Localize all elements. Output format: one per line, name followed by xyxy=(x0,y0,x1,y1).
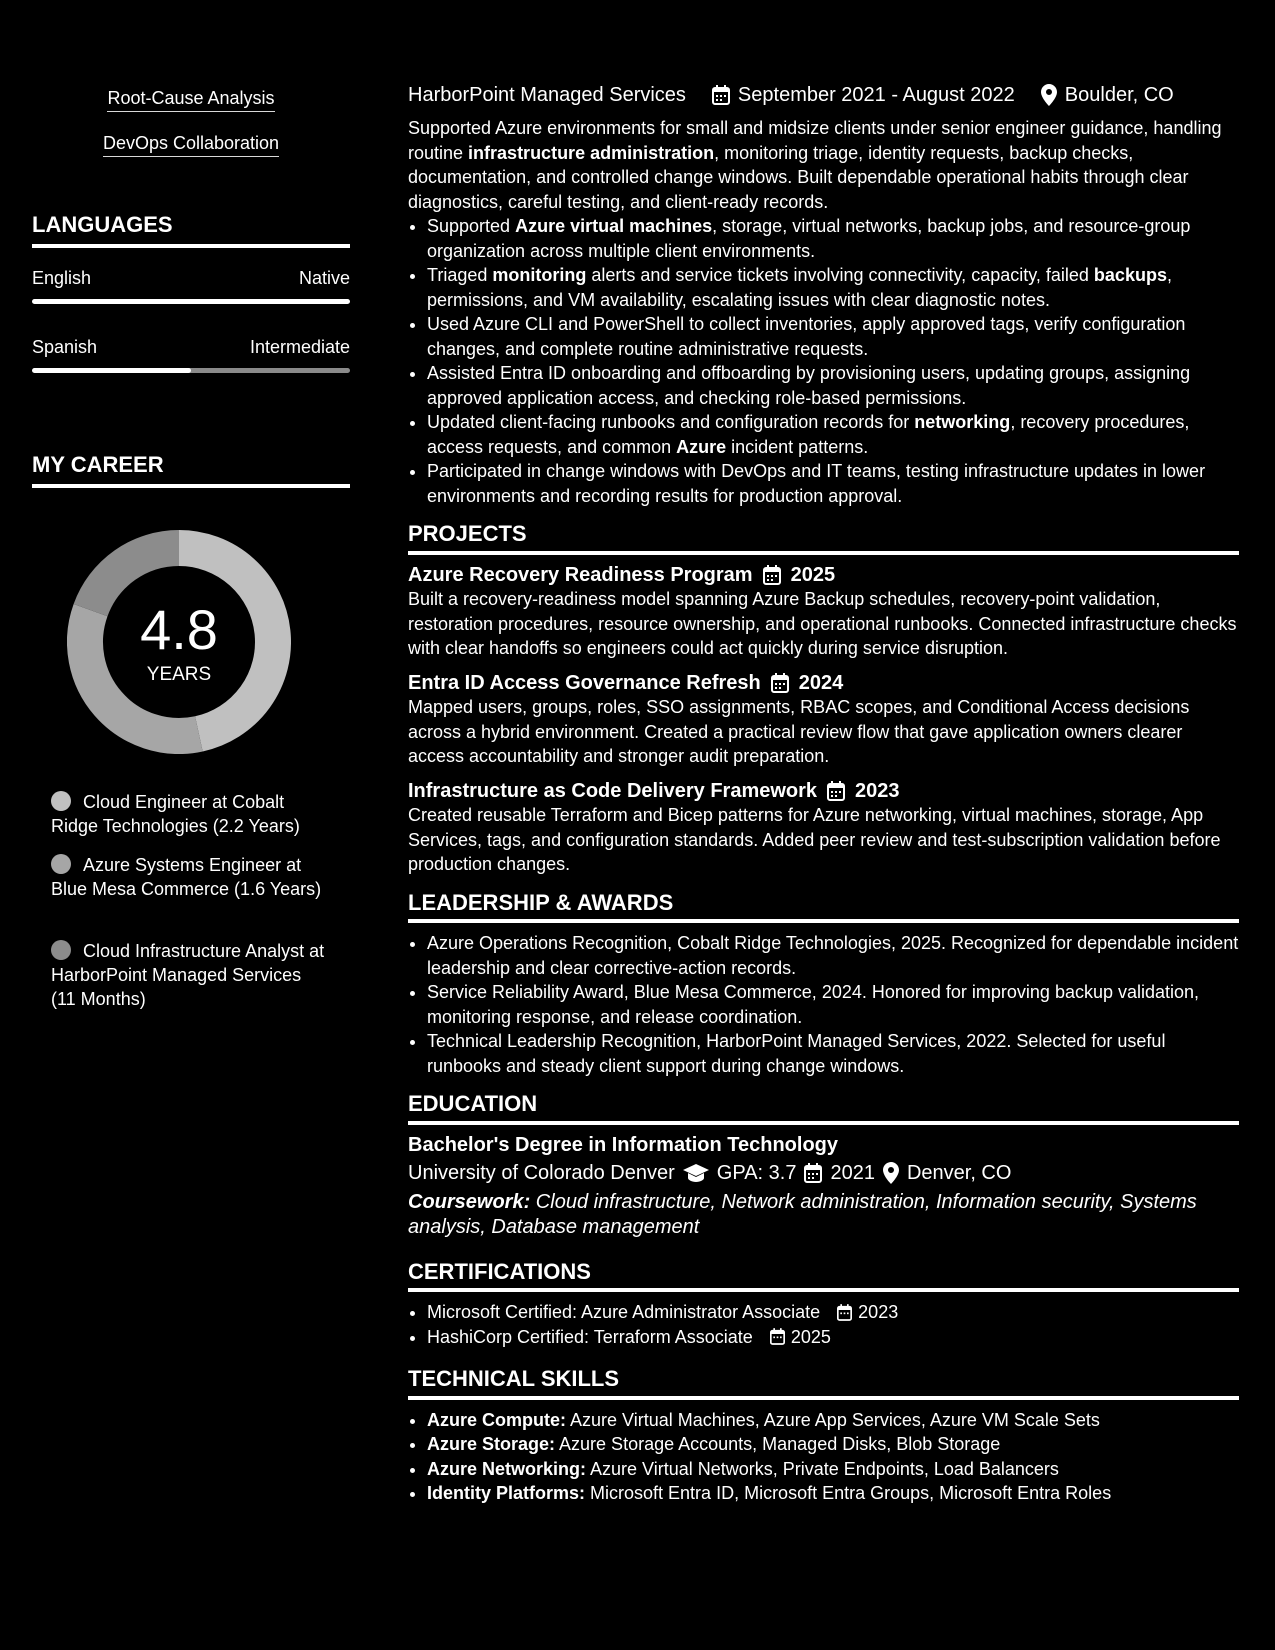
location-pin-icon xyxy=(883,1162,899,1184)
career-item xyxy=(51,790,326,838)
project-item xyxy=(408,779,1239,877)
language-name: English xyxy=(32,268,92,288)
certification-item: • Microsoft Certified: Azure Administrator Associate 2023 xyxy=(427,1300,1239,1325)
graduation-year: 2021 xyxy=(830,1162,875,1184)
skill-label: DevOps Collaboration xyxy=(103,133,279,157)
school-name: University of Colorado Denver xyxy=(408,1162,675,1184)
skill-item: • Azure Storage: Azure Storage Accounts, Managed Disks, Blob Storage xyxy=(427,1432,1239,1457)
skills-heading: TECHNICAL SKILLS xyxy=(408,1367,1239,1400)
skills-list xyxy=(427,1408,1239,1506)
education-details xyxy=(408,1161,1239,1186)
skill-root-cause xyxy=(32,88,350,109)
job-bullet: • Supported Azure virtual machines, storage, virtual networks, backup jobs, and resource-group organization across multiple client environments. xyxy=(427,214,1239,263)
career-item-text: Azure Systems Engineer at Blue Mesa Commerce (1.6 Years) xyxy=(51,855,322,899)
education-heading: EDUCATION xyxy=(408,1092,1239,1125)
location-pin-icon xyxy=(1041,84,1057,106)
degree-title: Bachelor's Degree in Information Technology xyxy=(408,1133,839,1156)
award-item: • Azure Operations Recognition, Cobalt Ridge Technologies, 2025. Recognized for dependable incident leadership and clear corrective-action records. xyxy=(427,931,1239,980)
calendar-icon xyxy=(771,673,789,693)
calendar-icon xyxy=(763,565,781,585)
education-location: Denver, CO xyxy=(906,1162,1012,1184)
award-item: • Service Reliability Award, Blue Mesa Commerce, 2024. Honored for improving backup validation, monitoring response, and release coordination. xyxy=(427,980,1239,1029)
job-bullets xyxy=(427,214,1239,508)
job-summary: Supported Azure environments for small and midsize clients under senior engineer guidance, handling routine infrastructure administration, monitoring triage, identity requests, backup checks, documentation, and controlled change windows. Built dependable operational habits through clear diagnostics, careful testing, and client-ready records. xyxy=(408,118,1222,212)
certifications-list xyxy=(427,1300,1239,1349)
job-company: HarborPoint Managed Services xyxy=(408,83,686,106)
calendar-icon xyxy=(804,1163,822,1183)
project-title: Entra ID Access Governance Refresh 2024 xyxy=(408,671,844,694)
skill-item: • Azure Compute: Azure Virtual Machines, Azure App Services, Azure VM Scale Sets xyxy=(427,1408,1239,1433)
job-bullet: • Assisted Entra ID onboarding and offboarding by provisioning users, updating groups, assigning approved application access, and checking role-based permissions. xyxy=(427,361,1239,410)
project-item xyxy=(408,563,1239,661)
job-bullet: • Updated client-facing runbooks and configuration records for networking, recovery procedures, access requests, and common Azure incident patterns. xyxy=(427,410,1239,459)
languages-heading: LANGUAGES xyxy=(32,212,350,248)
sidebar xyxy=(0,0,379,1650)
language-bar-fill xyxy=(32,299,350,304)
legend-dot xyxy=(51,940,71,960)
projects-heading: PROJECTS xyxy=(408,522,1239,555)
calendar-icon xyxy=(712,85,730,105)
job-header xyxy=(408,80,1239,110)
job-bullet: • Participated in change windows with DevOps and IT teams, testing infrastructure updates in lower environments and recording results for production approval. xyxy=(427,459,1239,508)
legend-dot xyxy=(51,854,71,874)
legend-dot xyxy=(51,791,71,811)
career-item-text: Cloud Infrastructure Analyst at HarborPoint Managed Services (11 Months) xyxy=(51,941,325,1009)
language-row-english xyxy=(32,268,350,289)
main-content xyxy=(408,80,1239,1506)
skill-devops xyxy=(32,133,350,154)
job-dates: September 2021 - August 2022 xyxy=(737,83,1015,106)
project-title: Azure Recovery Readiness Program 2025 xyxy=(408,563,836,586)
language-level: Native xyxy=(298,268,350,288)
calendar-icon xyxy=(827,781,845,801)
skill-label: Root-Cause Analysis xyxy=(107,88,274,112)
job-bullet: • Triaged monitoring alerts and service tickets involving connectivity, capacity, failed backups, permissions, and VM availability, escalating issues with clear diagnostic notes. xyxy=(427,263,1239,312)
career-item-text: Cloud Engineer at Cobalt Ridge Technologies (2.2 Years) xyxy=(51,792,300,836)
coursework: Coursework: Cloud infrastructure, Network administration, Information security, Systems analysis, Database management xyxy=(408,1190,1197,1238)
job-location: Boulder, CO xyxy=(1064,83,1174,106)
calendar-icon xyxy=(770,1328,785,1345)
language-bar-fill xyxy=(32,368,191,373)
career-unit: YEARS xyxy=(146,664,212,685)
career-item xyxy=(51,853,326,901)
project-item xyxy=(408,671,1239,769)
project-title: Infrastructure as Code Delivery Framework 2023 xyxy=(408,779,900,802)
certification-item: • HashiCorp Certified: Terraform Associate 2025 xyxy=(427,1325,1239,1350)
language-row-spanish xyxy=(32,337,350,358)
award-item: • Technical Leadership Recognition, HarborPoint Managed Services, 2022. Selected for useful runbooks and steady client support during change windows. xyxy=(427,1029,1239,1078)
calendar-icon xyxy=(837,1304,852,1321)
graduation-cap-icon xyxy=(683,1164,709,1182)
job-bullet: • Used Azure CLI and PowerShell to collect inventories, apply approved tags, verify configuration changes, and complete routine administrative requests. xyxy=(427,312,1239,361)
gpa: GPA: 3.7 xyxy=(716,1162,797,1184)
awards-list xyxy=(427,931,1239,1078)
language-level: Intermediate xyxy=(249,337,350,357)
language-bar-spanish xyxy=(32,368,350,373)
skill-item: • Azure Networking: Azure Virtual Networks, Private Endpoints, Load Balancers xyxy=(427,1457,1239,1482)
career-item xyxy=(51,939,326,1011)
language-bar-english xyxy=(32,299,350,304)
project-desc: Mapped users, groups, roles, SSO assignments, RBAC scopes, and Conditional Access decisions across a hybrid environment. Created a practical review flow that gave application owners clearer access accountability and stronger audit preparation. xyxy=(408,697,1190,766)
certifications-heading: CERTIFICATIONS xyxy=(408,1260,1239,1293)
language-name: Spanish xyxy=(32,337,98,357)
career-total: 4.8 xyxy=(140,598,218,661)
awards-heading: LEADERSHIP & AWARDS xyxy=(408,891,1239,924)
career-heading: MY CAREER xyxy=(32,452,350,488)
project-desc: Built a recovery-readiness model spanning Azure Backup schedules, recovery-point validation, restoration procedures, resource ownership, and operational runbooks. Connected infrastructure checks with clear handoffs so engineers could act quickly during service disruption. xyxy=(408,589,1237,658)
project-desc: Created reusable Terraform and Bicep patterns for Azure networking, virtual machines, storage, App Services, tags, and configuration standards. Added peer review and test-subscription validation before production changes. xyxy=(408,805,1221,874)
skill-item: • Identity Platforms: Microsoft Entra ID, Microsoft Entra Groups, Microsoft Entra Roles xyxy=(427,1481,1239,1506)
